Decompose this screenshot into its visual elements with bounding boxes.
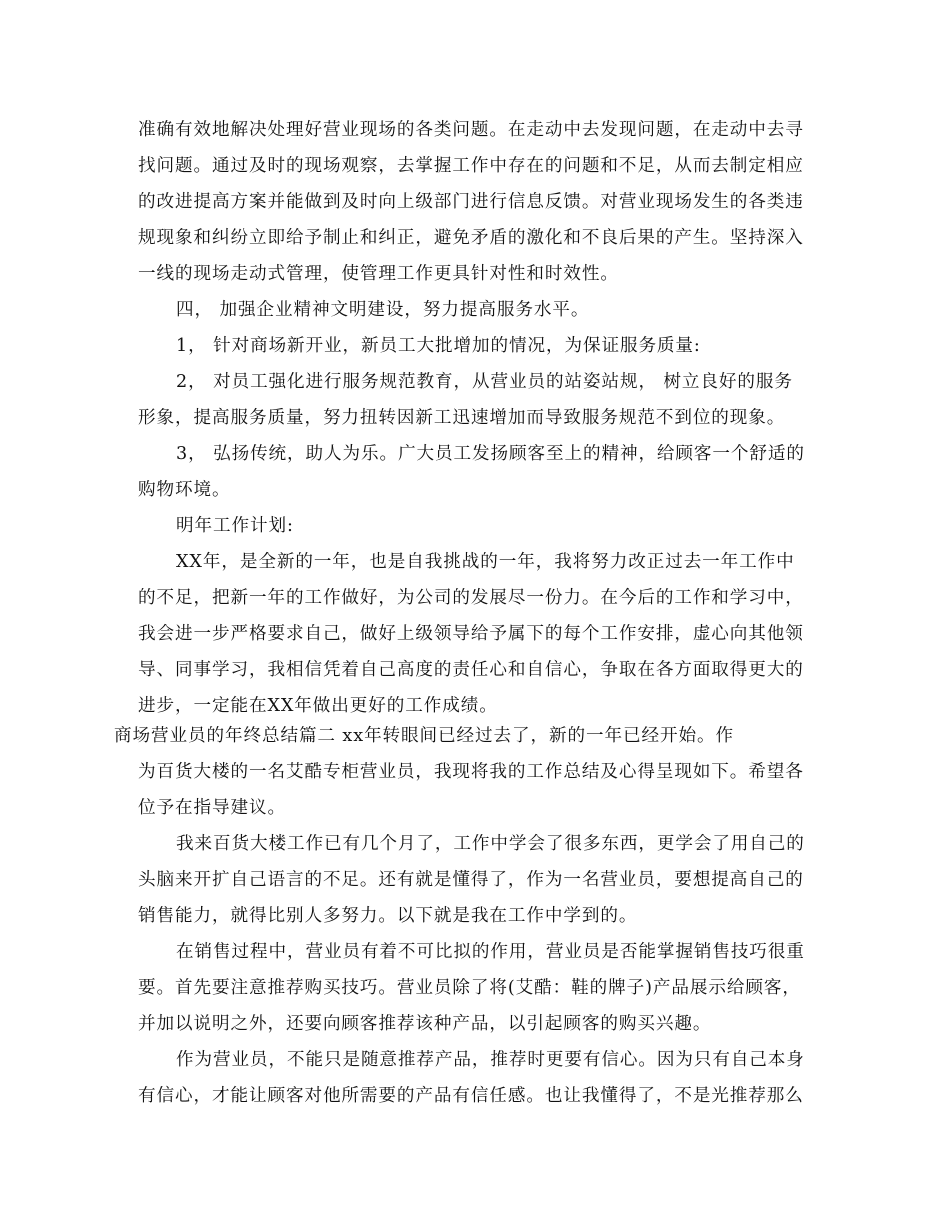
list-item: 2， 对员工强化进行服务规范教育，从营业员的站姿站规， 树立良好的服务 — [176, 372, 793, 392]
text-line: 头脑来开扩自己语言的不足。还有就是懂得了，作为一名营业员，要想提高自己的 — [138, 870, 804, 890]
text-line: 的改进提高方案并能做到及时向上级部门进行信息反馈。对营业现场发生的各类违 — [138, 192, 804, 212]
list-item: 3， 弘扬传统，助人为乐。广大员工发扬顾客至上的精神，给顾客一个舒适的 — [176, 444, 805, 464]
text-line: 准确有效地解决处理好营业现场的各类问题。在走动中去发现问题，在走动中去寻 — [138, 120, 804, 140]
paragraph-start: XX年，是全新的一年，也是自我挑战的一年，我将努力改正过去一年工作中 — [176, 552, 795, 572]
text-line: 形象，提高服务质量，努力扭转因新工迅速增加而导致服务规范不到位的现象。 — [138, 408, 786, 428]
text-line: 并加以说明之外，还要向顾客推荐该种产品，以引起顾客的购买兴趣。 — [138, 1014, 712, 1034]
text-line: 一线的现场走动式管理，使管理工作更具针对性和时效性。 — [138, 264, 619, 284]
text-line: 导、同事学习，我相信凭着自己高度的责任心和自信心，争取在各方面取得更大的 — [138, 660, 804, 680]
text-line: 进步，一定能在XX年做出更好的工作成绩。 — [138, 696, 498, 716]
text-line: 销售能力，就得比别人多努力。以下就是我在工作中学到的。 — [138, 906, 638, 926]
text-line: 位予在指导建议。 — [138, 798, 286, 818]
text-line: 我会进一步严格要求自己，做好上级领导给予属下的每个工作安排，虚心向其他领 — [138, 624, 804, 644]
paragraph-start: 我来百货大楼工作已有几个月了，工作中学会了很多东西，更学会了用自己的 — [176, 834, 805, 854]
text-line: 找问题。通过及时的现场观察，去掌握工作中存在的问题和不足，从而去制定相应 — [138, 156, 804, 176]
text-line: 有信心，才能让顾客对他所需要的产品有信任感。也让我懂得了，不是光推荐那么 — [138, 1086, 804, 1106]
section-heading: 四， 加强企业精神文明建设，努力提高服务水平。 — [176, 300, 590, 320]
paragraph-start: 作为营业员，不能只是随意推荐产品，推荐时更要有信心。因为只有自己本身 — [176, 1050, 805, 1070]
text-line: 规现象和纠纷立即给予制止和纠正，避免矛盾的激化和不良后果的产生。坚持深入 — [138, 228, 804, 248]
section-title-line: 商场营业员的年终总结篇二 xx年转眼间已经过去了，新的一年已经开始。作 — [114, 726, 734, 746]
paragraph-start: 在销售过程中，营业员有着不可比拟的作用，营业员是否能掌握销售技巧很重 — [176, 942, 805, 962]
section-heading: 明年工作计划: — [176, 516, 294, 536]
list-item: 1， 针对商场新开业，新员工大批增加的情况，为保证服务质量: — [176, 336, 701, 356]
text-line: 的不足，把新一年的工作做好，为公司的发展尽一份力。在今后的工作和学习中， — [138, 588, 804, 608]
text-line: 为百货大楼的一名艾酷专柜营业员，我现将我的工作总结及心得呈现如下。希望各 — [138, 762, 804, 782]
text-line: 购物环境。 — [138, 480, 231, 500]
text-line: 要。首先要注意推荐购买技巧。营业员除了将(艾酷：鞋的牌子)产品展示给顾客， — [138, 978, 801, 998]
